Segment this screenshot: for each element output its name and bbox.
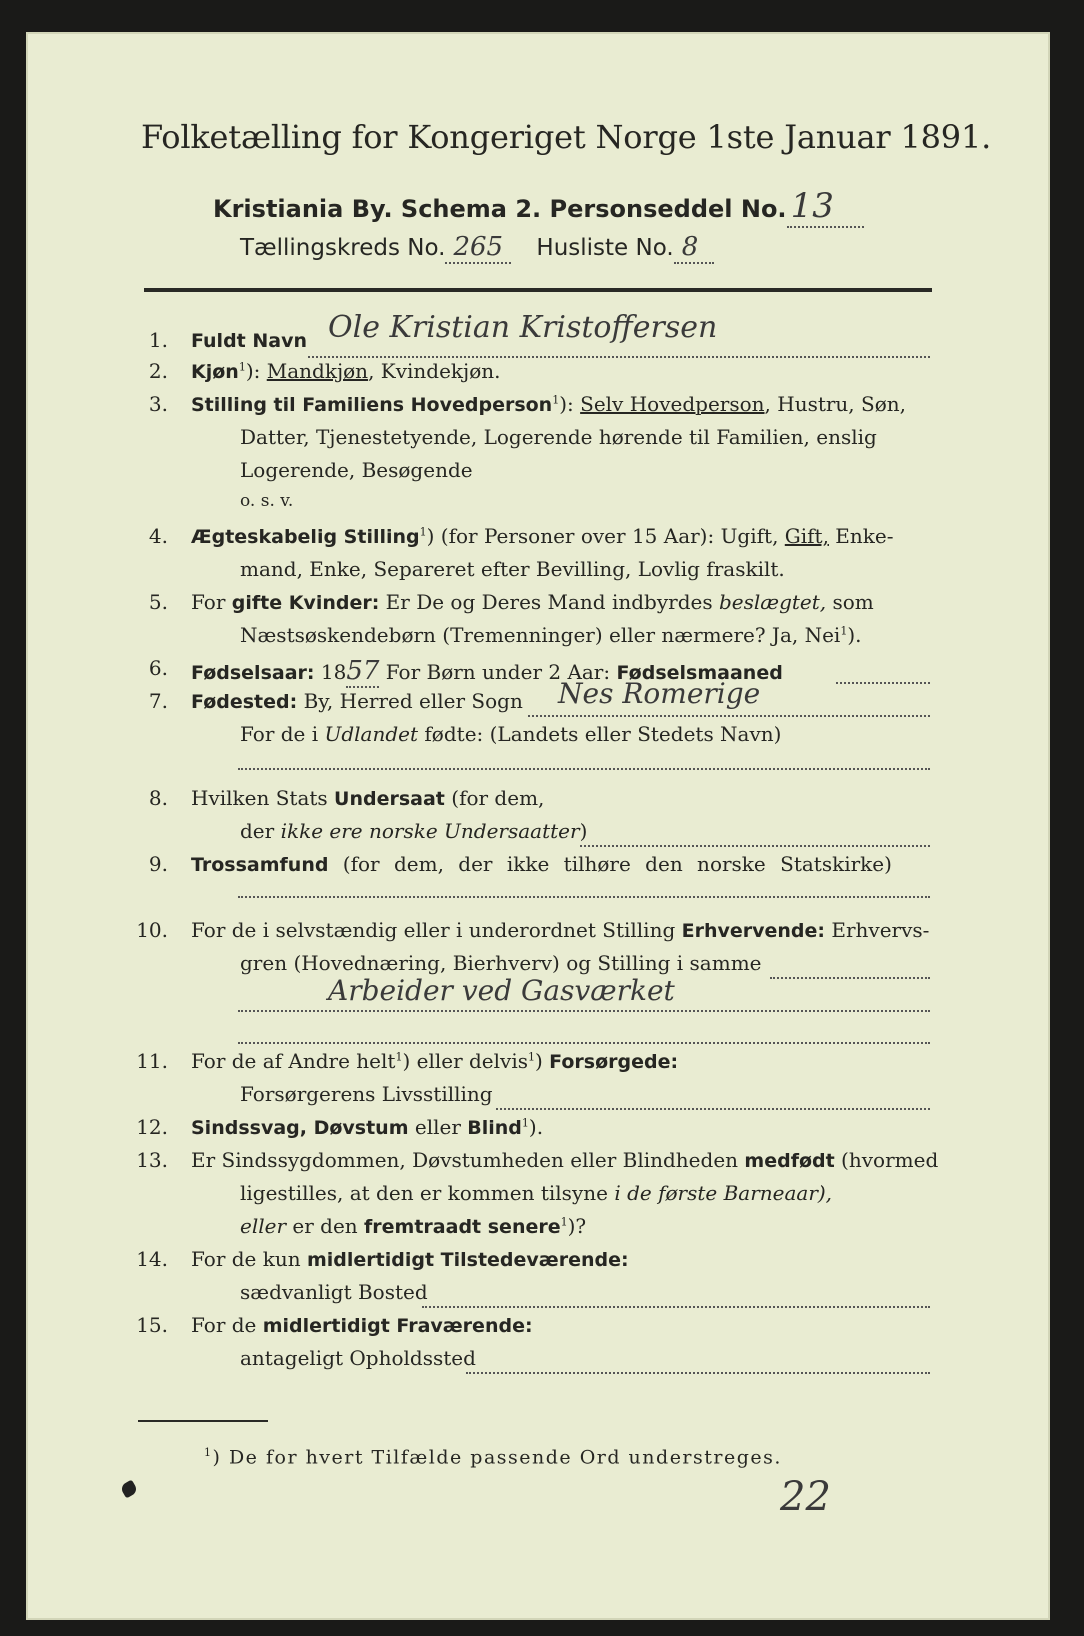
q8-label: Undersaat	[334, 788, 445, 810]
q5-end: som	[826, 590, 874, 614]
q7-row	[191, 689, 523, 713]
q12-number: 12.	[136, 1115, 168, 1139]
q13-line2-pre: ligestilles, at den er kommen tilsyne	[240, 1181, 615, 1205]
q13-number: 13.	[136, 1148, 168, 1172]
census-form-sheet	[26, 32, 1050, 1620]
q3-line4: o. s. v.	[240, 491, 294, 511]
q12-mid: eller	[408, 1115, 468, 1139]
q11-fill-line	[496, 1108, 930, 1110]
q8-line2	[240, 819, 587, 843]
margin-note: 22	[780, 1474, 831, 1520]
q8-fill-line	[580, 845, 930, 847]
q6-birth-year-value: 57	[346, 656, 380, 686]
q9-fill-line	[238, 896, 930, 898]
q10-number: 10.	[136, 918, 168, 942]
q7-line2	[240, 722, 781, 746]
q2-label: Kjøn	[191, 361, 239, 383]
q8-line2-italic: ikke ere norske Undersaatter	[280, 819, 580, 843]
q9-row	[191, 852, 892, 876]
footnote-text: ) De for hvert Tilfælde passende Ord understreges.	[212, 1446, 782, 1469]
ink-mark	[119, 1479, 138, 1498]
q3-sep: ):	[559, 392, 581, 416]
q13-line2	[240, 1181, 832, 1205]
q12-sup: 1	[521, 1116, 529, 1130]
q6-number: 6.	[148, 656, 168, 680]
q12-label: Sindssvag, Døvstum	[191, 1117, 409, 1139]
q5-label: gifte Kvinder:	[231, 592, 380, 614]
q14-row	[191, 1247, 629, 1271]
q6-mid: For Børn under 2 Aar:	[379, 660, 617, 684]
q1-number: 1.	[148, 328, 168, 352]
q8-number: 8.	[148, 786, 168, 810]
q3-rest: , Hustru, Søn,	[764, 392, 907, 416]
q5-line2	[240, 623, 861, 647]
q5-number: 5.	[148, 590, 168, 614]
q10-line2-fill	[770, 977, 930, 979]
q4-option-gift: Gift,	[784, 524, 829, 548]
footnote	[204, 1446, 782, 1468]
q4-line2: mand, Enke, Separeret efter Bevilling, Lovlig fraskilt.	[240, 557, 785, 581]
q13-row	[191, 1148, 938, 1172]
q4-pre: ) (for Personer over 15 Aar): Ugift,	[426, 524, 785, 548]
q15-fill-line	[466, 1372, 930, 1374]
q15-label: midlertidigt Fraværende:	[262, 1315, 533, 1337]
q6-fill-line	[836, 682, 930, 684]
q10-label: Erhvervende:	[681, 920, 826, 942]
q2-row	[191, 359, 501, 383]
footnote-sup: 1	[204, 1446, 213, 1459]
q15-row	[191, 1313, 533, 1337]
husliste-label: Husliste No.	[536, 235, 674, 261]
q11-mid2: )	[535, 1049, 550, 1073]
q13-line3-end: )?	[567, 1214, 587, 1238]
q1-value: Ole Kristian Kristoffersen	[328, 310, 718, 345]
q3-sup: 1	[552, 393, 560, 407]
q7-value: Nes Romerige	[558, 677, 761, 710]
q14-fill-line	[422, 1306, 930, 1308]
q13-line3-mid: er den	[286, 1214, 365, 1238]
q2-number: 2.	[148, 359, 168, 383]
q4-row	[191, 524, 894, 548]
q2-sup: 1	[238, 360, 246, 374]
q1-label: Fuldt Navn	[191, 330, 308, 352]
q5-line2-text: Næstsøskendebørn (Tremenninger) eller nærmere? Ja, Nei	[240, 623, 841, 647]
q11-sup1: 1	[395, 1050, 403, 1064]
q12-end: ).	[528, 1115, 544, 1139]
personseddel-number: 13	[787, 186, 864, 228]
q10-fill-line	[238, 1010, 930, 1012]
q5-italic: beslægtet,	[718, 590, 827, 614]
q13-end: (hvormed	[834, 1148, 939, 1172]
q10-end: Erhvervs-	[825, 918, 930, 942]
q6-label2: Fødselsmaaned	[616, 662, 783, 684]
form-title: Folketælling for Kongeriget Norge 1ste Januar 1891.	[141, 118, 992, 156]
q7-mid: By, Herred eller Sogn	[297, 689, 523, 713]
header-rule	[144, 288, 932, 292]
q8-pre: Hvilken Stats	[191, 786, 335, 810]
q10-value: Arbeider ved Gasværket	[328, 974, 675, 1007]
q5-close: ).	[847, 623, 862, 647]
q14-line2: sædvanligt Bosted	[240, 1280, 428, 1304]
q6-pre: 18	[314, 660, 347, 684]
q10-extra-fill-line	[238, 1042, 930, 1044]
q11-pre: For de af Andre helt	[191, 1049, 396, 1073]
city-schema-line	[213, 186, 864, 226]
q8-end: (for dem,	[444, 786, 545, 810]
q7-extra-fill-line	[238, 768, 930, 770]
q11-row	[191, 1049, 678, 1073]
q2-sep: ):	[245, 359, 267, 383]
q14-number: 14.	[136, 1247, 168, 1271]
q9-label: Trossamfund	[191, 854, 329, 876]
q3-number: 3.	[148, 392, 168, 416]
q13-label: medfødt	[744, 1150, 835, 1172]
q11-label: Forsørgede:	[549, 1051, 679, 1073]
q3-label: Stilling til Familiens Hovedperson	[191, 394, 553, 416]
q14-label: midlertidigt Tilstedeværende:	[306, 1249, 629, 1271]
q2-option-mandkjon: Mandkjøn	[266, 359, 369, 383]
q11-sup2: 1	[528, 1050, 535, 1064]
q1-fill-line	[308, 356, 930, 358]
q10-line2: gren (Hovednæring, Bierhverv) og Stilling i samme	[240, 951, 762, 975]
tellingskreds-line	[240, 232, 714, 262]
q5-sup: 1	[840, 624, 848, 638]
q5-row	[191, 590, 874, 614]
q7-fill-line	[528, 715, 930, 717]
q1-row	[191, 328, 307, 352]
q7-line2-italic: Udlandet	[324, 722, 419, 746]
q10-row	[191, 918, 929, 942]
q5-mid: Er De og Deres Mand indbyrdes	[379, 590, 719, 614]
q6-label: Fødselsaar:	[191, 662, 315, 684]
q9-rest: (for dem, der ikke tilhøre den norske Statskirke)	[328, 852, 892, 876]
q8-line2-pre: der	[240, 819, 281, 843]
q2-rest: , Kvindekjøn.	[368, 359, 501, 383]
q8-line2-end: )	[579, 819, 588, 843]
q3-row	[191, 392, 906, 416]
q14-pre: For de kun	[191, 1247, 307, 1271]
q8-row	[191, 786, 544, 810]
q13-line3-italic: eller	[240, 1214, 287, 1238]
q4-label: Ægteskabelig Stilling	[191, 526, 420, 548]
q13-pre: Er Sindssygdommen, Døvstumheden eller Blindheden	[191, 1148, 745, 1172]
q12-label2: Blind	[467, 1117, 522, 1139]
q13-line3	[240, 1214, 586, 1238]
city-schema-label: Kristiania By. Schema 2. Personseddel No.	[213, 195, 787, 223]
q10-pre: For de i selvstændig eller i underordnet Stilling	[191, 918, 682, 942]
q12-row	[191, 1115, 543, 1139]
footnote-rule	[138, 1420, 268, 1422]
q4-number: 4.	[148, 524, 168, 548]
q15-number: 15.	[136, 1313, 168, 1337]
q11-line2: Forsørgerens Livsstilling	[240, 1082, 493, 1106]
q3-line3: Logerende, Besøgende	[240, 458, 473, 482]
q13-line3-label: fremtraadt senere	[364, 1216, 561, 1238]
q11-mid: ) eller delvis	[402, 1049, 528, 1073]
husliste-number: 8	[674, 232, 715, 264]
q3-option-selv-hovedperson: Selv Hovedperson	[580, 392, 765, 416]
q11-number: 11.	[136, 1049, 168, 1073]
q13-line3-sup: 1	[560, 1215, 568, 1229]
q15-line2: antageligt Opholdssted	[240, 1346, 476, 1370]
q15-pre: For de	[191, 1313, 263, 1337]
tellingskreds-number: 265	[445, 232, 511, 264]
q4-rest: Enke-	[828, 524, 894, 548]
tellingskreds-label: Tællingskreds No.	[240, 235, 446, 261]
q7-line2-pre: For de i	[240, 722, 325, 746]
q7-number: 7.	[148, 689, 168, 713]
q4-sup: 1	[419, 525, 427, 539]
q5-pre: For	[191, 590, 232, 614]
q13-line2-italic: i de første Barneaar),	[614, 1181, 833, 1205]
q3-line2: Datter, Tjenestetyende, Logerende hørende til Familien, enslig	[240, 425, 877, 449]
q7-line2-end: fødte: (Landets eller Stedets Navn)	[418, 722, 782, 746]
q9-number: 9.	[148, 852, 168, 876]
q7-label: Fødested:	[191, 691, 298, 713]
